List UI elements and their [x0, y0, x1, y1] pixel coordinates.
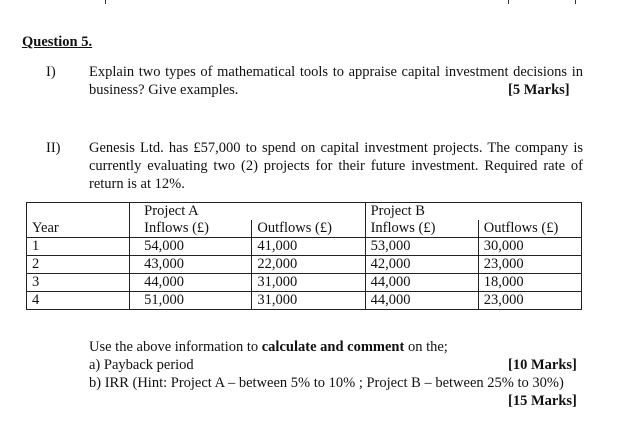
a-inflow-cell: 51,000 [130, 292, 252, 310]
a-outflow-cell: 22,000 [252, 256, 365, 274]
page-edge-mark [575, 0, 576, 4]
intro-suffix: on the; [407, 339, 448, 355]
a-inflow-cell: 43,000 [130, 256, 252, 274]
project-a-outflows-header: Outflows (£) [252, 220, 365, 238]
header-blank [27, 203, 130, 221]
table-row [27, 274, 582, 292]
item-a: a) Payback period [89, 357, 194, 373]
b-outflow-cell: 23,000 [478, 256, 581, 274]
part-2-line-1: Genesis Ltd. has £57,000 to spend on capital investment projects. The company is [89, 140, 583, 156]
a-outflow-cell: 41,000 [252, 238, 365, 256]
table-header-row-1 [27, 203, 582, 221]
year-cell: 3 [27, 274, 130, 292]
b-outflow-cell: 18,000 [478, 274, 581, 292]
project-a-label: Project A [144, 203, 199, 219]
page-edge-mark [105, 0, 106, 4]
b-outflow-cell: 23,000 [478, 292, 581, 310]
year-cell: 4 [27, 292, 130, 310]
part-1-marks: [5 Marks] [508, 82, 570, 98]
projects-table [26, 202, 582, 310]
b-inflow-cell: 42,000 [365, 256, 478, 274]
part-2-numeral: II) [46, 140, 61, 156]
page-edge-mark [508, 0, 509, 4]
a-outflow-cell: 31,000 [252, 292, 365, 310]
part-1-numeral: I) [46, 64, 56, 80]
project-b-header [365, 203, 581, 221]
intro-bold: calculate and comment [261, 339, 405, 355]
a-inflow-cell: 54,000 [130, 238, 252, 256]
year-header: Year [27, 220, 130, 238]
a-outflow-cell: 31,000 [252, 274, 365, 292]
part-2-line-2: currently evaluating two (2) projects for their future investment. Required rate of [89, 158, 583, 174]
project-a-inflows-header: Inflows (£) [130, 220, 252, 238]
project-b-outflows-header: Outflows (£) [478, 220, 581, 238]
item-b-marks: [15 Marks] [508, 393, 577, 409]
b-outflow-cell: 30,000 [478, 238, 581, 256]
b-inflow-cell: 44,000 [365, 292, 478, 310]
page-top-edge [0, 0, 644, 4]
item-b: b) IRR (Hint: Project A – between 5% to 10% ; Project B – between 25% to 30%) [89, 375, 564, 391]
table-row [27, 238, 582, 256]
table-header-row-2 [27, 220, 582, 238]
part-2-line-3: return is at 12%. [89, 176, 185, 192]
project-b-inflows-header: Inflows (£) [365, 220, 478, 238]
intro-prefix: Use the above information to [89, 339, 259, 355]
instructions-intro [89, 338, 448, 356]
b-inflow-cell: 44,000 [365, 274, 478, 292]
project-a-header [130, 203, 365, 221]
year-cell: 1 [27, 238, 130, 256]
part-1-line-1: Explain two types of mathematical tools to appraise capital investment decisions in [89, 64, 583, 80]
year-cell: 2 [27, 256, 130, 274]
table-row [27, 256, 582, 274]
part-1-line-2: business? Give examples. [89, 82, 239, 98]
a-inflow-cell: 44,000 [130, 274, 252, 292]
b-inflow-cell: 53,000 [365, 238, 478, 256]
question-title: Question 5. [22, 34, 93, 50]
project-b-label: Project B [370, 203, 425, 219]
table-row [27, 292, 582, 310]
item-a-marks: [10 Marks] [508, 357, 577, 373]
